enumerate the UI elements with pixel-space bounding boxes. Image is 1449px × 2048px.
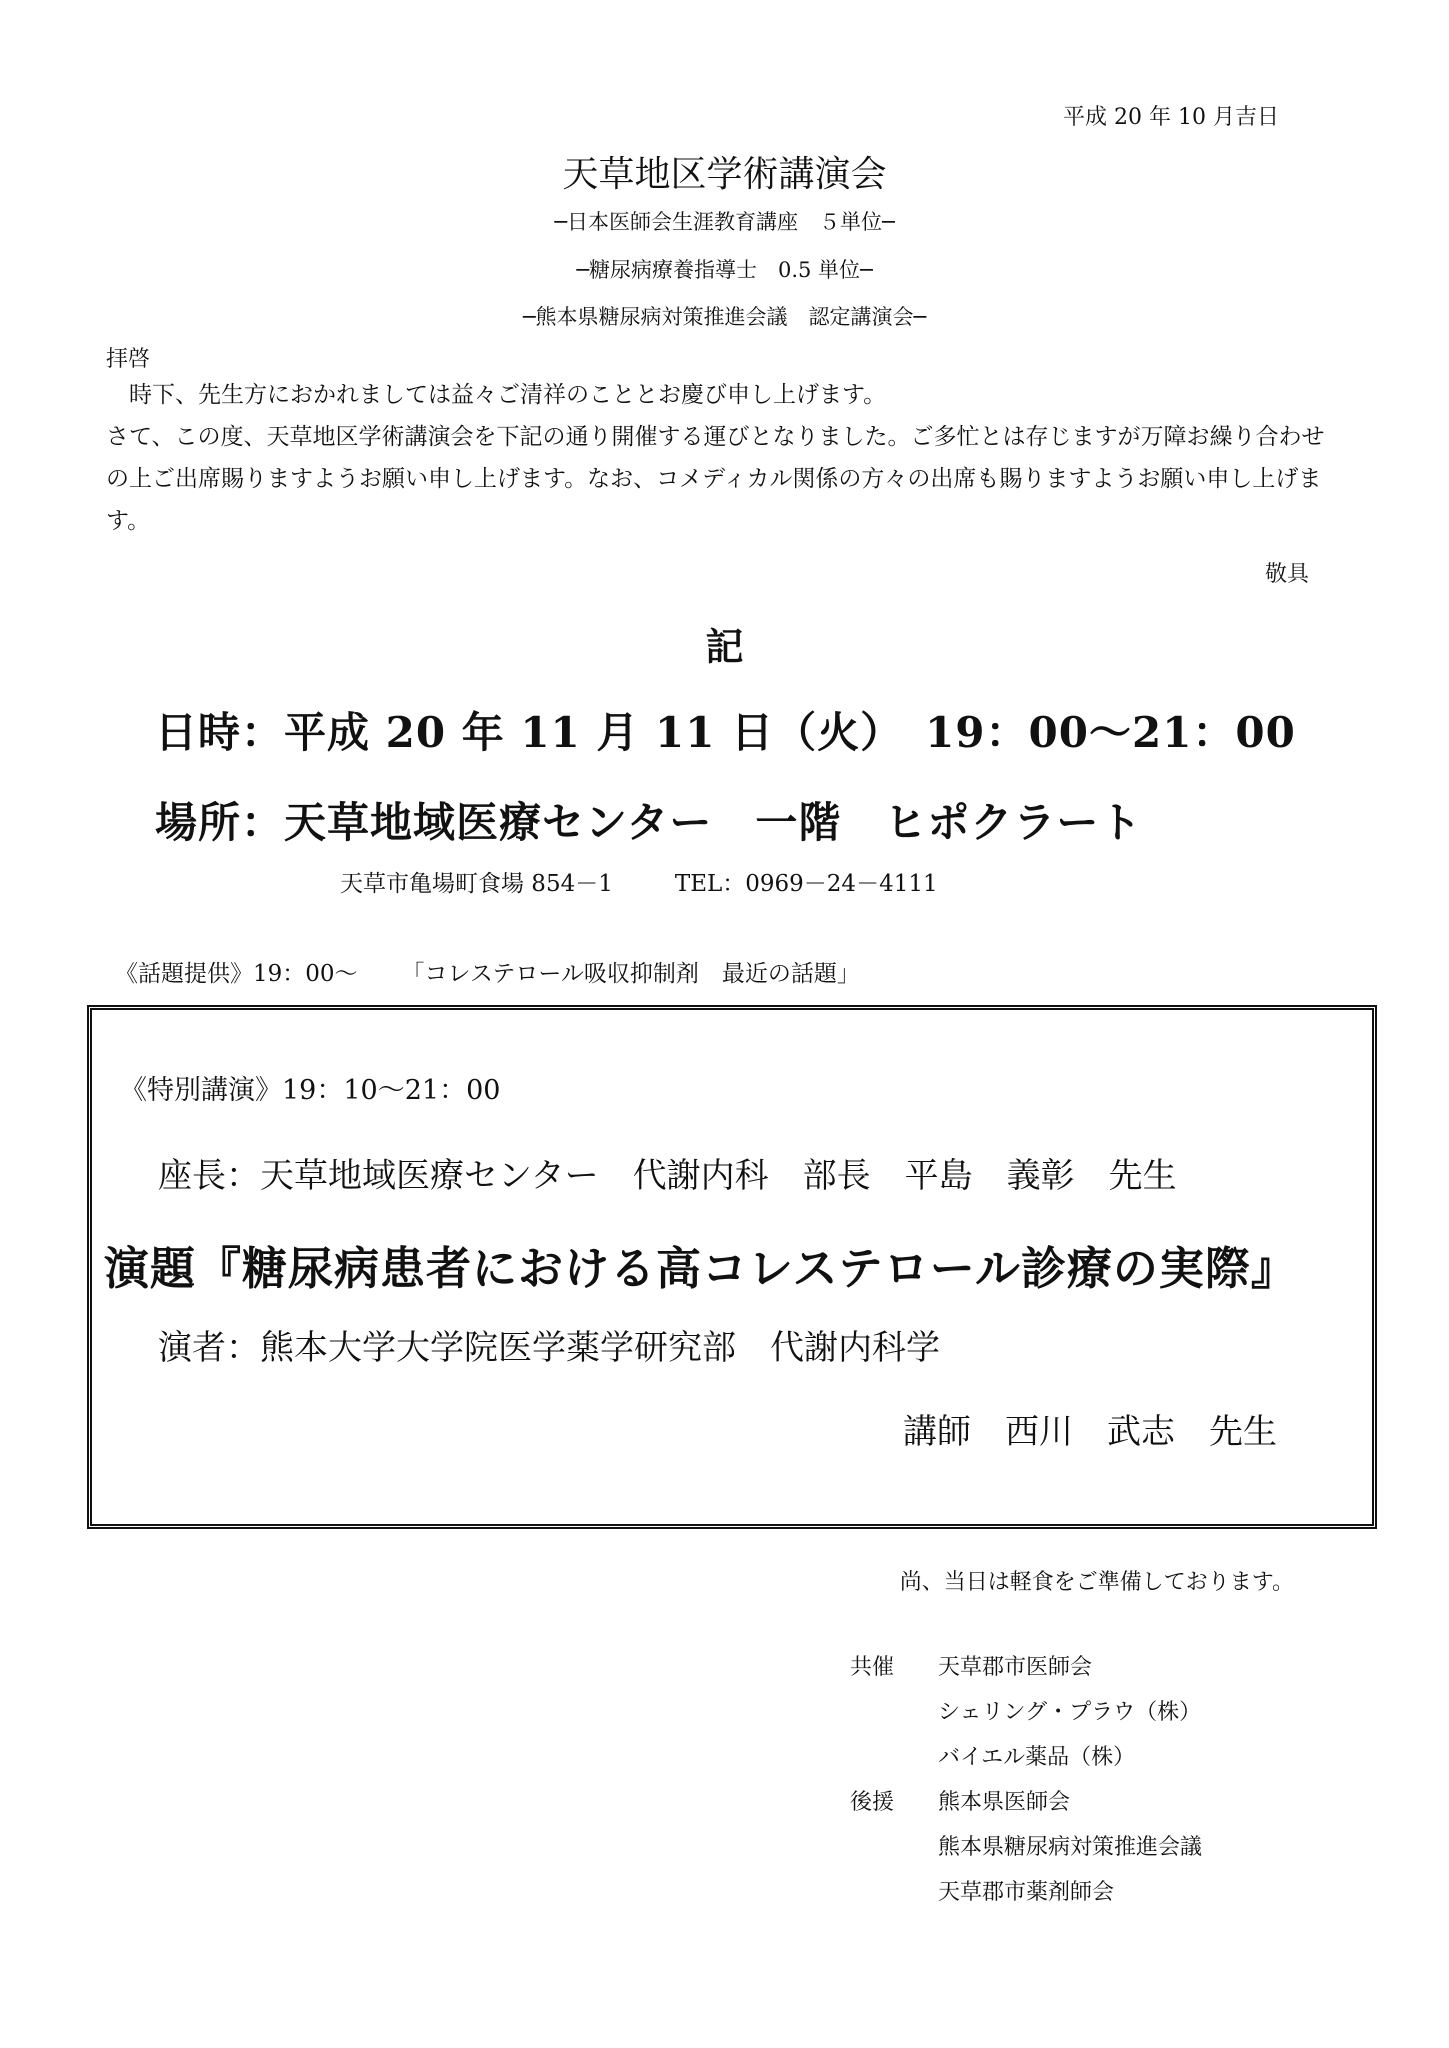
event-tel: TEL：0969－24－4111 (674, 871, 938, 897)
event-address-line (340, 865, 938, 898)
supporter-item: 天草郡市薬剤師会 (938, 1880, 1115, 1905)
topic-label: 《話題提供》19：00～ (115, 961, 358, 987)
special-lecture-speaker-name: 講師 西川 武志 先生 (903, 1412, 1277, 1452)
special-lecture-box (87, 1005, 1377, 1529)
subtitle-credit-jma: ─日本医師会生涯教育講座 ５単位─ (554, 210, 895, 234)
letter-paragraph-1: 時下、先生方におかれましては益々ご清祥のこととお慶び申し上げます。 (129, 382, 887, 408)
document-title: 天草地区学術講演会 (562, 154, 887, 195)
salutation: 拝啓 (106, 347, 151, 372)
ki-heading: 記 (705, 624, 744, 669)
document-date: 平成 20 年 10 月吉日 (1063, 105, 1279, 130)
topic-line (115, 955, 860, 988)
cohost-label: 共催 (850, 1655, 895, 1680)
cohost-item: シェリング・プラウ（株） (938, 1700, 1202, 1725)
special-lecture-theme: 演題『糖尿病患者における高コレステロール診療の実際』 (104, 1242, 1297, 1295)
event-place: 場所：天草地域医療センター 一階 ヒポクラート (155, 798, 1143, 847)
support-label: 後援 (850, 1790, 895, 1815)
subtitle-credit-diabetes-educator: ─糖尿病療養指導士 0.5 単位─ (576, 258, 873, 282)
letter-paragraph-2: さて、この度、天草地区学術講演会を下記の通り開催する運びとなりました。ご多忙とは存じますが万障お繰り合わせの上ご出席賜りますようお願い申し上げます。なお、コメディカル関係の方々の出席も賜りますようお願い申し上げます。 (106, 424, 1325, 534)
supporter-item: 熊本県医師会 (938, 1790, 1071, 1815)
letter-closing: 敬具 (1264, 562, 1309, 587)
refreshment-note: 尚、当日は軽食をご準備しております。 (899, 1570, 1294, 1595)
cohost-item: 天草郡市医師会 (938, 1655, 1093, 1680)
special-lecture-speaker-affiliation: 演者：熊本大学大学院医学薬学研究部 代謝内科学 (158, 1328, 940, 1368)
cohost-item: バイエル薬品（株） (938, 1745, 1136, 1770)
special-lecture-chair: 座長：天草地域医療センター 代謝内科 部長 平島 義彰 先生 (158, 1156, 1177, 1196)
subtitle-certified-lecture: ─熊本県糖尿病対策推進会議 認定講演会─ (522, 305, 927, 329)
supporter-item: 熊本県糖尿病対策推進会議 (938, 1835, 1203, 1860)
event-datetime: 日時：平成 20 年 11 月 11 日（火） 19：00～21：00 (155, 708, 1296, 757)
topic-title: 「コレステロール吸収抑制剤 最近の話題」 (401, 961, 860, 987)
special-lecture-label: 《特別講演》19：10～21：00 (120, 1075, 501, 1106)
event-address: 天草市亀場町食場 854－1 (340, 871, 613, 897)
